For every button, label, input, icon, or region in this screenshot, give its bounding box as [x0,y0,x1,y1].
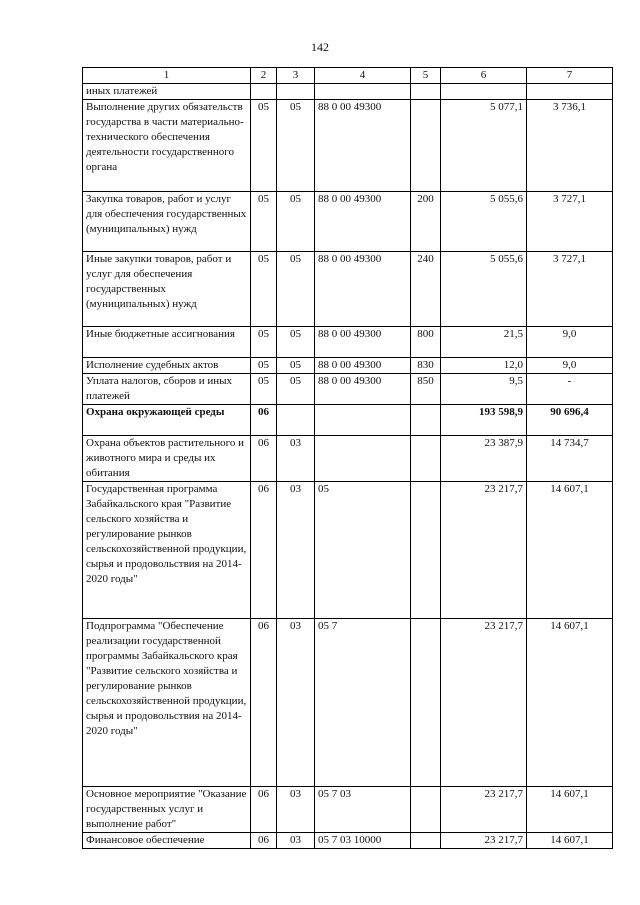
column-header-6: 6 [441,68,527,84]
row-name-cell: Иные бюджетные ассигнования [83,327,251,358]
table-row [83,192,613,252]
table-row [83,374,613,405]
section-code-cell: 06 [251,405,277,436]
target-article-cell [315,436,411,482]
row-name-cell: Уплата налогов, сборов и иных платежей [83,374,251,405]
column-header-4: 4 [315,68,411,84]
expense-type-cell [411,833,441,849]
amount-col7-cell: 90 696,4 [527,405,613,436]
subsection-code-cell [277,84,315,100]
table-row [83,482,613,619]
subsection-code-cell: 05 [277,374,315,405]
row-name-cell: Подпрограмма "Обеспечение реализации государственной программы Забайкальского края "Развитие сельского хозяйства и регулирование рынков сельскохозяйственной продукции, сырья и продовольствия на 2014-2020 годы" [83,619,251,787]
target-article-cell: 05 7 [315,619,411,787]
column-header-7: 7 [527,68,613,84]
section-code-cell: 05 [251,358,277,374]
subsection-code-cell: 05 [277,100,315,192]
amount-col6-cell: 5 055,6 [441,252,527,327]
amount-col7-cell: 3 727,1 [527,252,613,327]
expense-type-cell [411,787,441,833]
section-code-cell: 05 [251,374,277,405]
section-code-cell: 05 [251,100,277,192]
amount-col6-cell: 5 077,1 [441,100,527,192]
section-code-cell [251,84,277,100]
table-row [83,358,613,374]
subsection-code-cell: 03 [277,436,315,482]
target-article-cell [315,405,411,436]
section-code-cell: 06 [251,436,277,482]
amount-col7-cell [527,84,613,100]
target-article-cell: 88 0 00 49300 [315,327,411,358]
subsection-code-cell: 05 [277,252,315,327]
expense-type-cell: 200 [411,192,441,252]
amount-col7-cell: 14 607,1 [527,619,613,787]
page-number: 142 [311,40,329,54]
target-article-cell: 88 0 00 49300 [315,358,411,374]
amount-col7-cell: 14 607,1 [527,833,613,849]
expense-type-cell [411,84,441,100]
row-name-cell: Закупка товаров, работ и услуг для обеспечения государственных (муниципальных) нужд [83,192,251,252]
section-code-cell: 06 [251,833,277,849]
row-name-cell: Выполнение других обязательств государства в части материально-технического обеспечения деятельности государственного органа [83,100,251,192]
amount-col6-cell: 23 217,7 [441,787,527,833]
header-row [83,68,613,84]
table-row [83,405,613,436]
expense-type-cell [411,100,441,192]
target-article-cell: 05 [315,482,411,619]
row-name-cell: Государственная программа Забайкальского края "Развитие сельского хозяйства и регулирование рынков сельскохозяйственной продукции, сырья и продовольствия на 2014-2020 годы" [83,482,251,619]
table-row [83,100,613,192]
subsection-code-cell: 03 [277,787,315,833]
table-row [83,619,613,787]
table-row [83,84,613,100]
target-article-cell: 88 0 00 49300 [315,374,411,405]
amount-col6-cell: 23 217,7 [441,482,527,619]
amount-col7-cell: 14 607,1 [527,787,613,833]
amount-col7-cell: 3 736,1 [527,100,613,192]
amount-col7-cell: 9,0 [527,327,613,358]
subsection-code-cell: 05 [277,327,315,358]
amount-col7-cell: 14 734,7 [527,436,613,482]
expense-type-cell [411,619,441,787]
row-name-cell: иных платежей [83,84,251,100]
target-article-cell: 05 7 03 10000 [315,833,411,849]
target-article-cell: 88 0 00 49300 [315,100,411,192]
section-code-cell: 06 [251,619,277,787]
table-row [83,327,613,358]
subsection-code-cell: 03 [277,482,315,619]
target-article-cell: 88 0 00 49300 [315,192,411,252]
subsection-code-cell: 05 [277,192,315,252]
row-name-cell: Охрана объектов растительного и животного мира и среды их обитания [83,436,251,482]
section-code-cell: 05 [251,327,277,358]
section-code-cell: 06 [251,482,277,619]
column-header-3: 3 [277,68,315,84]
section-code-cell: 05 [251,252,277,327]
row-name-cell: Основное мероприятие "Оказание государственных услуг и выполнение работ" [83,787,251,833]
expense-type-cell: 850 [411,374,441,405]
subsection-code-cell: 03 [277,833,315,849]
amount-col6-cell: 21,5 [441,327,527,358]
amount-col6-cell [441,84,527,100]
table-row [83,436,613,482]
amount-col6-cell: 23 217,7 [441,619,527,787]
row-name-cell: Охрана окружающей среды [83,405,251,436]
amount-col6-cell: 5 055,6 [441,192,527,252]
expense-type-cell: 800 [411,327,441,358]
subsection-code-cell: 05 [277,358,315,374]
row-name-cell: Исполнение судебных актов [83,358,251,374]
amount-col7-cell: 3 727,1 [527,192,613,252]
amount-col6-cell: 12,0 [441,358,527,374]
section-code-cell: 05 [251,192,277,252]
row-name-cell: Финансовое обеспечение [83,833,251,849]
amount-col6-cell: 193 598,9 [441,405,527,436]
amount-col6-cell: 9,5 [441,374,527,405]
expense-type-cell: 240 [411,252,441,327]
subsection-code-cell: 03 [277,619,315,787]
amount-col7-cell: - [527,374,613,405]
expense-type-cell [411,482,441,619]
amount-col7-cell: 9,0 [527,358,613,374]
target-article-cell [315,84,411,100]
section-code-cell: 06 [251,787,277,833]
subsection-code-cell [277,405,315,436]
amount-col6-cell: 23 387,9 [441,436,527,482]
target-article-cell: 05 7 03 [315,787,411,833]
table-row [83,787,613,833]
table-row [83,252,613,327]
target-article-cell: 88 0 00 49300 [315,252,411,327]
table-body [83,84,613,849]
budget-table [82,67,613,849]
column-header-5: 5 [411,68,441,84]
expense-type-cell [411,436,441,482]
amount-col7-cell: 14 607,1 [527,482,613,619]
expense-type-cell: 830 [411,358,441,374]
column-header-2: 2 [251,68,277,84]
column-header-1: 1 [83,68,251,84]
amount-col6-cell: 23 217,7 [441,833,527,849]
expense-type-cell [411,405,441,436]
table-row [83,833,613,849]
row-name-cell: Иные закупки товаров, работ и услуг для обеспечения государственных (муниципальных) нужд [83,252,251,327]
